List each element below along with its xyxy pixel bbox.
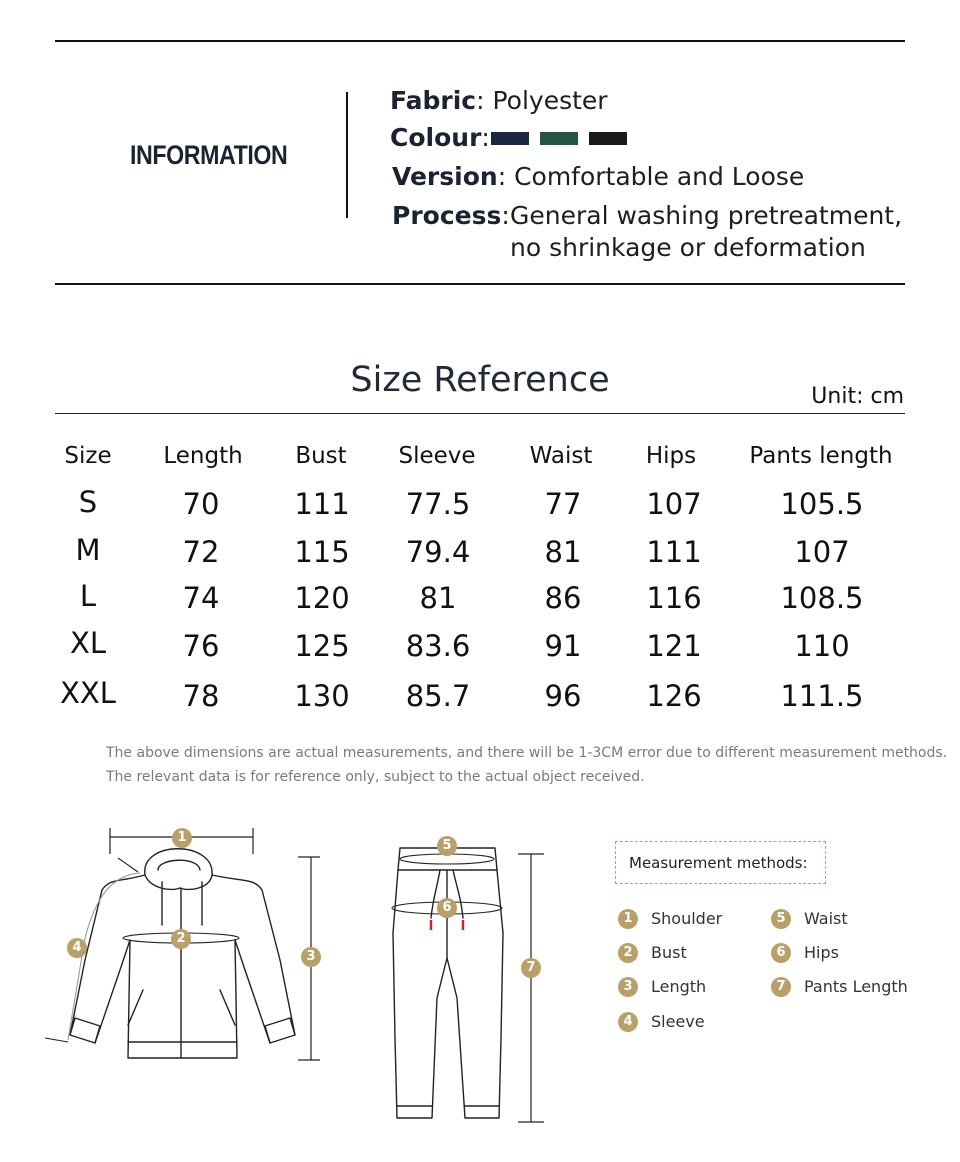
colour-swatch-green xyxy=(540,132,578,145)
version-value: : Comfortable and Loose xyxy=(497,162,805,191)
process-line-2: no shrinkage or deformation xyxy=(510,233,866,262)
cell-bust: 130 xyxy=(294,679,350,713)
header-bust: Bust xyxy=(295,443,347,469)
header-waist: Waist xyxy=(529,443,593,469)
cell-length: 70 xyxy=(182,487,220,521)
measurement-methods-box xyxy=(615,841,826,884)
legend-label: Bust xyxy=(651,943,687,962)
version-key: Version xyxy=(392,162,498,191)
legend-label: Pants Length xyxy=(804,977,908,996)
cell-size: XXL xyxy=(60,676,116,710)
hoodie-body xyxy=(70,875,295,1058)
colour-spec xyxy=(390,123,490,152)
size-reference-title: Size Reference xyxy=(350,360,610,400)
cell-hips: 111 xyxy=(646,535,702,569)
cell-hips: 116 xyxy=(646,581,702,615)
cell-bust: 125 xyxy=(294,629,350,663)
cell-sleeve: 77.5 xyxy=(405,487,471,521)
process-line-1: General washing pretreatment, xyxy=(510,201,903,230)
pocket-right xyxy=(220,990,235,1025)
cell-pants-length: 111.5 xyxy=(780,679,864,713)
unit-label: Unit: cm xyxy=(811,384,904,409)
info-heading: INFORMATION xyxy=(130,140,288,170)
fabric-value: : Polyester xyxy=(476,86,608,115)
cell-bust: 111 xyxy=(294,487,350,521)
process-key: Process xyxy=(392,201,502,230)
legend-badge: 4 xyxy=(618,1012,638,1032)
pants-diagram xyxy=(385,838,555,1128)
fabric-key: Fabric xyxy=(390,86,477,115)
colour-swatch-navy xyxy=(491,132,529,145)
cell-size: XL xyxy=(69,626,107,660)
cell-sleeve: 79.4 xyxy=(405,535,471,569)
cell-sleeve: 85.7 xyxy=(405,679,471,713)
process-spec xyxy=(392,201,510,230)
header-size: Size xyxy=(64,443,112,469)
note-line-1: The above dimensions are actual measurements, and there will be 1-3CM error due to different measurement methods. xyxy=(106,745,948,761)
legend-label: Shoulder xyxy=(651,909,723,928)
legend-badge: 1 xyxy=(618,909,638,929)
cell-length: 78 xyxy=(182,679,220,713)
cell-size: M xyxy=(75,533,101,567)
cell-sleeve: 83.6 xyxy=(405,629,471,663)
cell-hips: 121 xyxy=(646,629,702,663)
cell-waist: 91 xyxy=(544,629,582,663)
legend-badge: 5 xyxy=(771,909,791,929)
header-length: Length xyxy=(163,443,243,469)
cell-size: L xyxy=(79,579,97,613)
info-vertical-divider xyxy=(346,92,348,218)
measurement-methods-title: Measurement methods: xyxy=(629,854,808,872)
header-sleeve: Sleeve xyxy=(398,443,476,469)
header-hips: Hips xyxy=(645,443,697,469)
legend-label: Waist xyxy=(804,909,848,928)
cell-bust: 120 xyxy=(294,581,350,615)
cell-length: 76 xyxy=(182,629,220,663)
info-bottom-divider xyxy=(55,283,905,285)
colour-swatch-black xyxy=(589,132,627,145)
cell-sleeve: 81 xyxy=(419,581,457,615)
colour-key: Colour xyxy=(390,123,482,152)
cell-pants-length: 108.5 xyxy=(780,581,864,615)
cell-waist: 86 xyxy=(544,581,582,615)
cell-hips: 107 xyxy=(646,487,702,521)
cell-bust: 115 xyxy=(294,535,350,569)
pocket-left xyxy=(128,990,143,1025)
legend-label: Hips xyxy=(804,943,839,962)
cell-waist: 77 xyxy=(544,487,582,521)
colour-sep: : xyxy=(481,123,490,152)
legend-label: Length xyxy=(651,977,707,996)
note-line-2: The relevant data is for reference only, subject to the actual object received. xyxy=(106,769,645,785)
legend-badge: 6 xyxy=(771,943,791,963)
version-spec xyxy=(392,162,804,191)
cell-waist: 96 xyxy=(544,679,582,713)
cell-length: 72 xyxy=(182,535,220,569)
cell-hips: 126 xyxy=(646,679,702,713)
cell-pants-length: 105.5 xyxy=(780,487,864,521)
legend-badge: 2 xyxy=(618,943,638,963)
hood-inner xyxy=(158,860,200,870)
legend-label: Sleeve xyxy=(651,1012,705,1031)
header-pants-length: Pants length xyxy=(749,443,893,469)
cell-waist: 81 xyxy=(544,535,582,569)
top-divider xyxy=(55,40,905,42)
legend-badge: 3 xyxy=(618,977,638,997)
cell-pants-length: 107 xyxy=(794,535,850,569)
cell-pants-length: 110 xyxy=(794,629,850,663)
legend-badge: 7 xyxy=(771,977,791,997)
cell-length: 74 xyxy=(182,581,220,615)
size-table-divider xyxy=(55,413,905,414)
process-sep: : xyxy=(501,201,510,230)
fabric-spec xyxy=(390,86,608,115)
cell-size: S xyxy=(78,485,98,519)
